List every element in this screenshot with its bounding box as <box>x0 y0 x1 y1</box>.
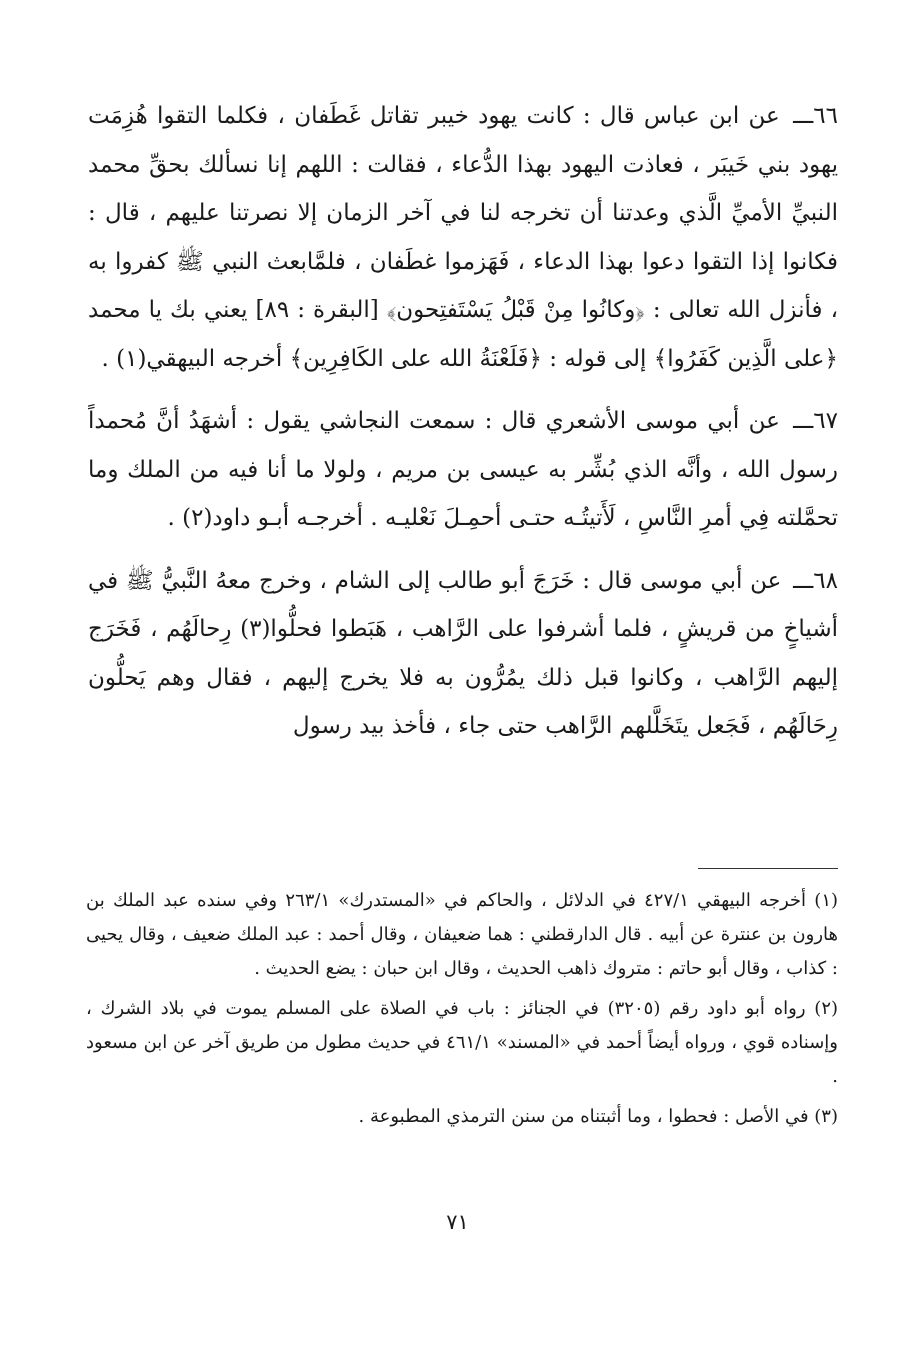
page-number: ٧١ <box>446 1210 469 1234</box>
footnote-2: (٢) رواه أبو داود رقم (٣٢٠٥) في الجنائز : باب في الصلاة على المسلم يموت في بلاد الشرك ، وإسناده قوي ، ورواه أيضاً أحمد في «المسند» ٤٦١/١ في حديث مطول من طريق آخر عن ابن مسعود . <box>86 998 839 1087</box>
hadith-text: عن ابن عباس قال : كانت يهود خيبر تقاتل غَطَفان ، فكلما التقوا هُزِمَت يهود بني خَيبَر ، فعاذت اليهود بهذا الدُّعاء ، فقالت : اللهم إنا نسألك بحقِّ محمد النبيِّ الأميِّ الَّذي وعدتنا أن تخرجه لنا في آخر الزمان إلا نصرتنا عليهم ، قال : فكانوا إذا التقوا دعوا بهذا الدعاء ، فَهَزموا غطَفان ، فلمَّابعث النبي ﷺ كفروا به ، فأنزل الله تعالى : ﴿وكانُوا مِنْ قَبْلُ يَسْتَفتِحون﴾ [البقرة : ٨٩] يعني بك يا محمد ﴿على الَّذِين كَفَرُوا﴾ إلى قوله : ﴿فَلَعْنَةُ الله على الكَافِرِين﴾ أخرجه البيهقي(١) . <box>88 103 838 372</box>
footnotes <box>86 884 838 1140</box>
hadith-text: عن أبي موسى الأشعري قال : سمعت النجاشي يقول : أشهَدُ أنَّ مُحمداً رسول الله ، وأنَّه الذي بُشِّر به عيسى بن مريم ، ولولا ما أنا فيه من الملك وما تحمَّلته فِي أمرِ النَّاسِ ، لَأَتيتُـه حتـى أحمِـلَ نَعْليـه . أخرجـه أبـو داود(٢) . <box>88 408 838 531</box>
footnote-3: (٣) في الأصل : فحطوا ، وما أثبتناه من سنن الترمذي المطبوعة . <box>358 1106 838 1127</box>
hadith-number: ٦٧ـــ <box>793 408 839 434</box>
main-text <box>88 92 838 765</box>
hadith-68 <box>88 557 838 751</box>
hadith-66 <box>88 92 838 383</box>
hadith-67 <box>88 397 838 543</box>
hadith-number: ٦٦ـــ <box>793 103 838 129</box>
hadith-number: ٦٨ـــ <box>793 567 839 594</box>
hadith-text: عن أبي موسى قال : خَرَجَ أبو طالب إلى الشام ، وخرج معهُ النَّبيُّ ﷺ في أشياخٍ من قريشٍ ، فلما أشرفوا على الرَّاهب ، هَبَطوا فحلُّوا(٣) رِحالَهُم ، فَخَرَج إليهم الرَّاهب ، وكانوا قبل ذلك يمُرُّون به فلا يخرج إليهم ، فقال وهم يَحلُّون رِحَالَهُم ، فَجَعل يتَخَلَّلهم الرَّاهب حتى جاء ، فأخذ بيد رسول <box>88 567 838 739</box>
footnote-1: (١) أخرجه البيهقي ٤٢٧/١ في الدلائل ، والحاكم في «المستدرك» ٢٦٣/١ وفي سنده عبد الملك بن هارون بن عنترة عن أبيه . قال الدارقطني : هما ضعيفان ، وقال أحمد : عبد الملك ضعيف ، وقال يحيى : كذاب ، وقال أبو حاتم : متروك ذاهب الحديث ، وقال ابن حبان : يضع الحديث . <box>86 890 839 979</box>
footnote-divider <box>698 868 838 869</box>
